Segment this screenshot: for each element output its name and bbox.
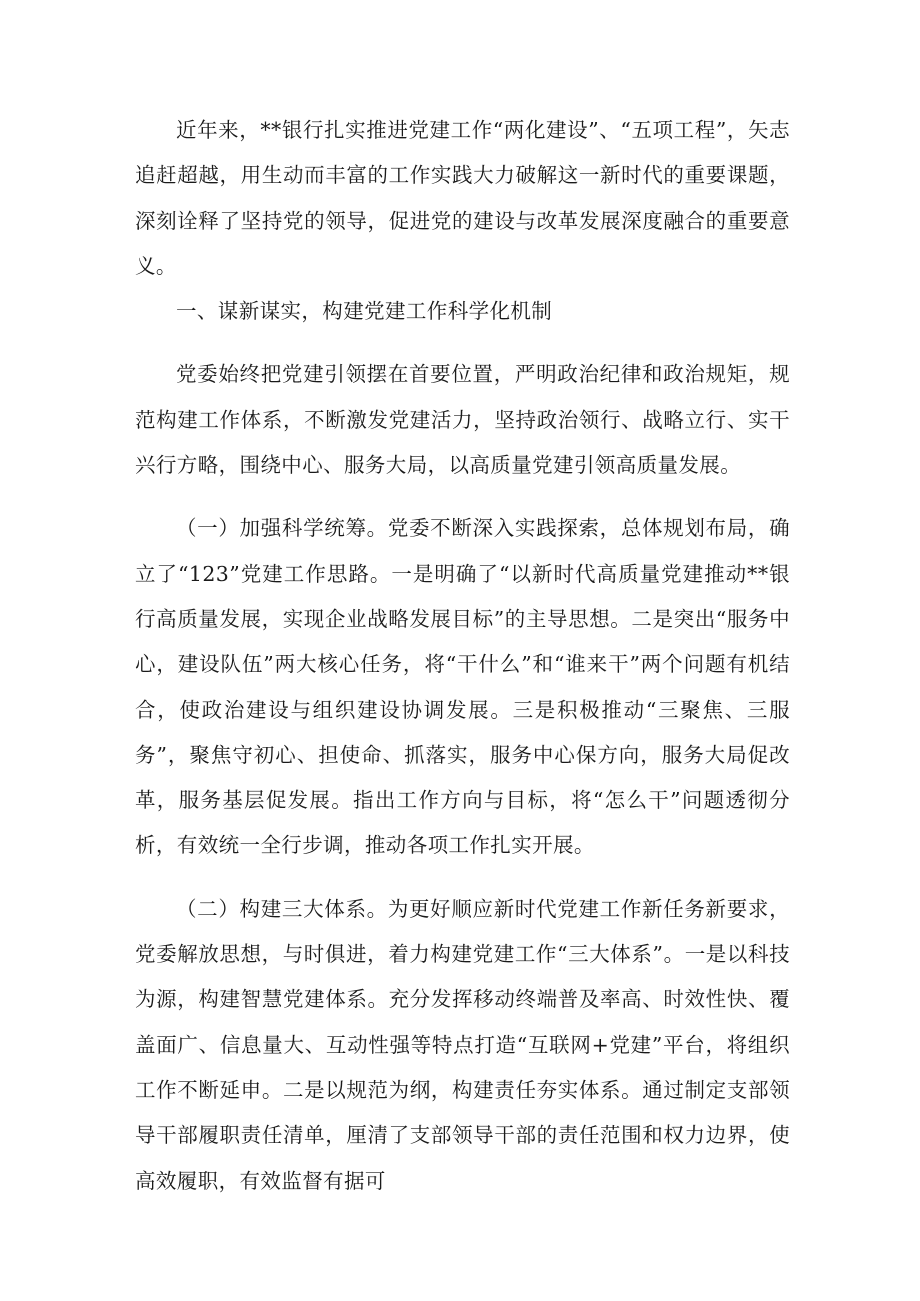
subsection-paragraph-1: （一）加强科学统筹。党委不断深入实践探索，总体规划布局，确立了“123”党建工作思路。一是明确了“以新时代高质量党建推动**银行高质量发展，实现企业战略发展目标”的主导思想。二是突出“服务中心，建设队伍”两大核心任务，将“干什么”和“谁来干”两个问题有机结合，使政治建设与组织建设协调发展。三是积极推动“三聚焦、三服务”，聚焦守初心、担使命、抓落实，服务中心保方向，服务大局促改革，服务基层促发展。指出工作方向与目标，将“怎么干”问题透彻分析，有效统一全行步调，推动各项工作扎实开展。 [135, 516, 790, 858]
section-body-paragraph: 党委始终把党建引领摆在首要位置，严明政治纪律和政治规矩，规范构建工作体系，不断激发党建活力，坚持政治领行、战略立行、实干兴行方略，围绕中心、服务大局，以高质量党建引领高质量发展。 [135, 362, 790, 478]
subsection-paragraph-2: （二）构建三大体系。为更好顺应新时代党建工作新任务新要求，党委解放思想，与时俱进，着力构建党建工作“三大体系”。一是以科技为源，构建智慧党建体系。充分发挥移动终端普及率高、时效性快、覆盖面广、信息量大、互动性强等特点打造“互联网+党建”平台，将组织工作不断延申。二是以规范为纲，构建责任夯实体系。通过制定支部领导干部履职责任清单，厘清了支部领导干部的责任范围和权力边界，使高效履职，有效监督有据可 [135, 896, 790, 1193]
document-body [135, 108, 790, 1204]
intro-paragraph: 近年来，**银行扎实推进党建工作“两化建设”、“五项工程”，矢志追赶超越，用生动而丰富的工作实践大力破解这一新时代的重要课题，深刻诠释了坚持党的领导，促进党的建设与改革发展深度融合的重要意义。 [135, 118, 790, 278]
section-heading: 一、谋新谋实，构建党建工作科学化机制 [176, 299, 553, 324]
